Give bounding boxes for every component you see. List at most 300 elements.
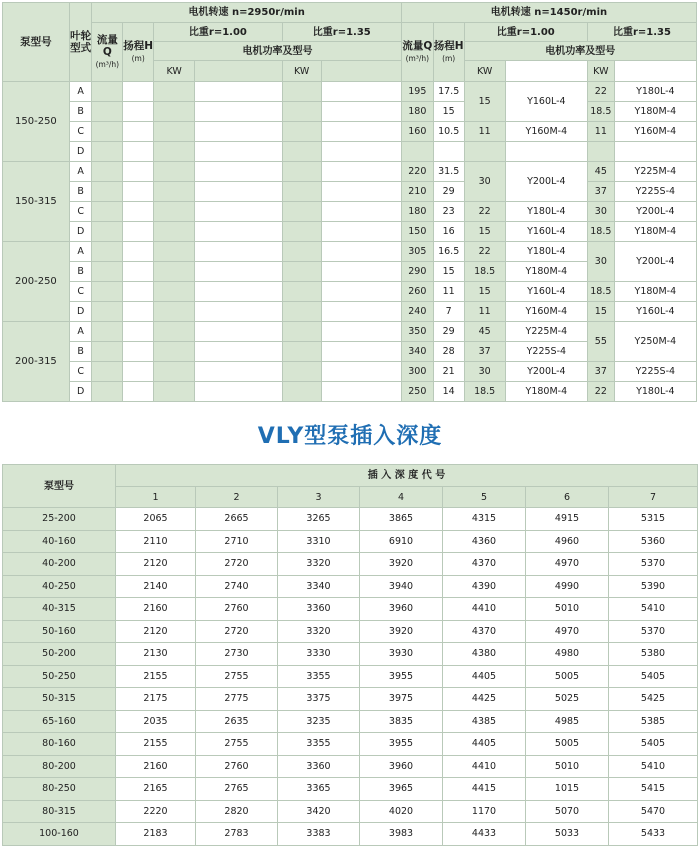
motor-model-cell-2950 — [195, 222, 282, 242]
head-header-right: 扬程H (m) — [433, 23, 464, 82]
sg-100-left: 比重r=1.00 — [154, 23, 283, 42]
kw-cell-2950 — [282, 302, 321, 322]
kw-header: KW — [587, 61, 614, 82]
head-cell-2950 — [123, 202, 154, 222]
depth-value-cell: 3340 — [278, 575, 360, 598]
motor-model-cell-2950 — [321, 182, 401, 202]
motor-model-cell-2950 — [321, 162, 401, 182]
flow-cell: 195 — [401, 82, 433, 102]
table-row — [3, 710, 698, 733]
depth-value-cell: 6910 — [360, 530, 443, 553]
depth-value-cell: 2720 — [196, 553, 278, 576]
head-header-left: 扬程H (m) — [123, 23, 154, 82]
kw-cell-2950 — [282, 182, 321, 202]
kw-cell: 30 — [464, 362, 505, 382]
motor-model-cell: Y180L-4 — [505, 242, 587, 262]
motor-model-cell-2950 — [195, 362, 282, 382]
depth-value-cell: 3310 — [278, 530, 360, 553]
depth-value-cell: 3360 — [278, 755, 360, 778]
depth-value-cell: 4360 — [443, 530, 526, 553]
flow-cell: 260 — [401, 282, 433, 302]
motor-model-cell: Y180M-4 — [505, 382, 587, 402]
depth-value-cell: 2665 — [196, 508, 278, 531]
motor-model-cell-2950 — [321, 382, 401, 402]
kw-cell: 11 — [464, 122, 505, 142]
motor-model-cell-2950 — [195, 382, 282, 402]
motor-model-cell-2950 — [321, 262, 401, 282]
kw-cell-2950 — [154, 122, 195, 142]
kw-cell: 11 — [464, 302, 505, 322]
flow-cell-2950 — [92, 322, 123, 342]
depth-value-cell: 2730 — [196, 643, 278, 666]
head-cell-2950 — [123, 142, 154, 162]
depth-value-cell: 2740 — [196, 575, 278, 598]
impeller-type-cell: D — [69, 302, 92, 322]
kw-cell: 45 — [464, 322, 505, 342]
depth-value-cell: 2160 — [116, 755, 196, 778]
head-cell-2950 — [123, 342, 154, 362]
pump-model-cell: 50-160 — [3, 620, 116, 643]
flow-cell: 180 — [401, 102, 433, 122]
kw-cell-2950 — [154, 222, 195, 242]
kw-cell-2950 — [282, 222, 321, 242]
pump-model-cell: 150-250 — [3, 82, 70, 162]
depth-value-cell: 2140 — [116, 575, 196, 598]
depth-value-cell: 4020 — [360, 800, 443, 823]
depth-value-cell: 2755 — [196, 733, 278, 756]
model-header-blank — [195, 61, 282, 82]
depth-value-cell: 3320 — [278, 620, 360, 643]
table-row — [3, 222, 697, 242]
impeller-type-cell: A — [69, 162, 92, 182]
motor-model-cell: Y200L-4 — [614, 242, 696, 282]
table-row — [3, 755, 698, 778]
depth-value-cell: 2155 — [116, 733, 196, 756]
flow-cell: 250 — [401, 382, 433, 402]
motor-model-cell-2950 — [195, 102, 282, 122]
motor-model-cell-2950 — [321, 102, 401, 122]
motor-model-cell-2950 — [321, 82, 401, 102]
kw-cell-2950 — [282, 162, 321, 182]
motor-model-cell-2950 — [195, 302, 282, 322]
sg-100-right: 比重r=1.00 — [464, 23, 587, 42]
flow-cell: 290 — [401, 262, 433, 282]
depth-code-cell: 3 — [278, 487, 360, 508]
motor-model-cell: Y160L-4 — [505, 82, 587, 122]
depth-value-cell: 2035 — [116, 710, 196, 733]
depth-value-cell: 2755 — [196, 665, 278, 688]
depth-code-cell: 1 — [116, 487, 196, 508]
head-cell: 31.5 — [433, 162, 464, 182]
flow-cell-2950 — [92, 362, 123, 382]
flow-cell: 160 — [401, 122, 433, 142]
kw-cell: 30 — [587, 242, 614, 282]
depth-value-cell: 4990 — [526, 575, 609, 598]
kw-cell: 30 — [587, 202, 614, 222]
depth-value-cell: 5033 — [526, 823, 609, 846]
head-cell-2950 — [123, 122, 154, 142]
motor-model-cell: Y225S-4 — [614, 182, 696, 202]
table-row — [3, 302, 697, 322]
motor-model-cell-2950 — [321, 322, 401, 342]
head-cell-2950 — [123, 302, 154, 322]
depth-value-cell: 4425 — [443, 688, 526, 711]
flow-cell: 180 — [401, 202, 433, 222]
pump-model-cell: 150-315 — [3, 162, 70, 242]
depth-value-cell: 3965 — [360, 778, 443, 801]
motor-model-cell-2950 — [195, 122, 282, 142]
pump-model-cell: 200-250 — [3, 242, 70, 322]
kw-header: KW — [282, 61, 321, 82]
depth-value-cell: 3955 — [360, 733, 443, 756]
head-cell-2950 — [123, 282, 154, 302]
kw-cell-2950 — [154, 302, 195, 322]
model-header-blank — [321, 61, 401, 82]
depth-value-cell: 4405 — [443, 665, 526, 688]
depth-value-cell: 3865 — [360, 508, 443, 531]
kw-cell: 18.5 — [587, 222, 614, 242]
depth-value-cell: 3355 — [278, 733, 360, 756]
impeller-type-header: 叶轮型式 — [69, 3, 92, 82]
motor-model-cell: Y180M-4 — [614, 222, 696, 242]
depth-value-cell: 2065 — [116, 508, 196, 531]
kw-cell-2950 — [282, 382, 321, 402]
flow-cell-2950 — [92, 382, 123, 402]
head-cell: 23 — [433, 202, 464, 222]
kw-cell — [464, 142, 505, 162]
kw-cell-2950 — [282, 322, 321, 342]
depth-value-cell: 2130 — [116, 643, 196, 666]
depth-value-cell: 5415 — [609, 778, 698, 801]
flow-cell-2950 — [92, 282, 123, 302]
depth-value-cell: 3940 — [360, 575, 443, 598]
table-row — [3, 575, 698, 598]
kw-cell-2950 — [154, 202, 195, 222]
motor-model-cell: Y160M-4 — [505, 302, 587, 322]
flow-cell-2950 — [92, 142, 123, 162]
kw-cell-2950 — [154, 282, 195, 302]
flow-cell — [401, 142, 433, 162]
depth-value-cell: 5433 — [609, 823, 698, 846]
depth-value-cell: 4385 — [443, 710, 526, 733]
impeller-type-cell: C — [69, 122, 92, 142]
kw-cell — [587, 142, 614, 162]
kw-cell-2950 — [282, 242, 321, 262]
head-cell-2950 — [123, 182, 154, 202]
depth-value-cell: 3960 — [360, 755, 443, 778]
motor-model-cell-2950 — [195, 202, 282, 222]
head-cell: 29 — [433, 182, 464, 202]
kw-cell-2950 — [154, 242, 195, 262]
depth-value-cell: 4405 — [443, 733, 526, 756]
pump-model-cell: 80-315 — [3, 800, 116, 823]
pump-model-cell: 50-250 — [3, 665, 116, 688]
depth-value-cell: 2775 — [196, 688, 278, 711]
kw-cell-2950 — [154, 382, 195, 402]
depth-value-cell: 5405 — [609, 733, 698, 756]
table-row — [3, 778, 698, 801]
motor-model-cell: Y180L-4 — [614, 382, 696, 402]
motor-model-cell-2950 — [195, 182, 282, 202]
depth-value-cell: 3235 — [278, 710, 360, 733]
kw-cell-2950 — [154, 162, 195, 182]
motor-model-cell-2950 — [321, 242, 401, 262]
head-cell: 11 — [433, 282, 464, 302]
motor-model-cell-2950 — [321, 342, 401, 362]
motor-model-cell: Y160M-4 — [505, 122, 587, 142]
depth-value-cell: 3355 — [278, 665, 360, 688]
table-row — [3, 553, 698, 576]
motor-model-cell: Y250M-4 — [614, 322, 696, 362]
pump-model-cell: 200-315 — [3, 322, 70, 402]
motor-model-cell-2950 — [195, 262, 282, 282]
depth-value-cell: 5370 — [609, 553, 698, 576]
pump-model-cell: 40-315 — [3, 598, 116, 621]
pump-model-cell: 50-315 — [3, 688, 116, 711]
depth-value-cell: 4370 — [443, 620, 526, 643]
flow-cell-2950 — [92, 182, 123, 202]
table-row — [3, 665, 698, 688]
table-row — [3, 182, 697, 202]
depth-value-cell: 3955 — [360, 665, 443, 688]
kw-cell: 11 — [587, 122, 614, 142]
table-row — [3, 322, 697, 342]
depth-value-cell: 3383 — [278, 823, 360, 846]
motor-model-cell: Y180M-4 — [614, 102, 696, 122]
flow-cell: 240 — [401, 302, 433, 322]
pump-model-cell: 100-160 — [3, 823, 116, 846]
motor-model-cell-2950 — [321, 202, 401, 222]
depth-value-cell: 5070 — [526, 800, 609, 823]
depth-value-cell: 3960 — [360, 598, 443, 621]
table-row — [3, 382, 697, 402]
head-cell: 10.5 — [433, 122, 464, 142]
depth-value-cell: 3975 — [360, 688, 443, 711]
depth-value-cell: 5005 — [526, 733, 609, 756]
depth-value-cell: 5380 — [609, 643, 698, 666]
flow-cell-2950 — [92, 262, 123, 282]
kw-cell-2950 — [154, 102, 195, 122]
motor-model-cell-2950 — [321, 222, 401, 242]
kw-cell-2950 — [282, 342, 321, 362]
depth-value-cell: 2220 — [116, 800, 196, 823]
depth-code-cell: 4 — [360, 487, 443, 508]
kw-cell: 22 — [464, 202, 505, 222]
depth-value-cell: 4985 — [526, 710, 609, 733]
motor-model-cell: Y200L-4 — [614, 202, 696, 222]
depth-value-cell: 3330 — [278, 643, 360, 666]
pump-model-cell: 80-160 — [3, 733, 116, 756]
motor-model-cell-2950 — [195, 322, 282, 342]
pump-model-cell: 80-200 — [3, 755, 116, 778]
depth-value-cell: 4915 — [526, 508, 609, 531]
impeller-type-cell: B — [69, 182, 92, 202]
depth-value-cell: 4970 — [526, 553, 609, 576]
table-row — [3, 800, 698, 823]
depth-code-cell: 6 — [526, 487, 609, 508]
kw-cell: 18.5 — [587, 102, 614, 122]
kw-cell: 55 — [587, 322, 614, 362]
pump-model-cell: 40-160 — [3, 530, 116, 553]
impeller-type-cell: D — [69, 222, 92, 242]
depth-value-cell: 4390 — [443, 575, 526, 598]
depth-value-cell: 3375 — [278, 688, 360, 711]
table-row — [3, 688, 698, 711]
impeller-type-cell: A — [69, 242, 92, 262]
flow-cell: 210 — [401, 182, 433, 202]
kw-cell: 45 — [587, 162, 614, 182]
table-row — [3, 82, 697, 102]
depth-value-cell: 5390 — [609, 575, 698, 598]
pump-model-cell: 25-200 — [3, 508, 116, 531]
motor-model-cell-2950 — [321, 142, 401, 162]
head-cell-2950 — [123, 102, 154, 122]
table-row — [3, 242, 697, 262]
kw-cell-2950 — [154, 362, 195, 382]
pump-model-header: 泵型号 — [3, 465, 116, 508]
sg-135-left: 比重r=1.35 — [282, 23, 401, 42]
depth-value-cell: 2165 — [116, 778, 196, 801]
kw-header: KW — [464, 61, 505, 82]
depth-value-cell: 2155 — [116, 665, 196, 688]
flow-cell-2950 — [92, 222, 123, 242]
head-cell-2950 — [123, 82, 154, 102]
table-row — [3, 362, 697, 382]
depth-value-cell: 2765 — [196, 778, 278, 801]
motor-model-cell: Y160L-4 — [505, 282, 587, 302]
depth-value-cell: 5315 — [609, 508, 698, 531]
motor-model-cell: Y225S-4 — [614, 362, 696, 382]
kw-cell-2950 — [154, 322, 195, 342]
flow-cell: 340 — [401, 342, 433, 362]
depth-value-cell: 3930 — [360, 643, 443, 666]
pump-model-cell: 50-200 — [3, 643, 116, 666]
depth-value-cell: 3983 — [360, 823, 443, 846]
depth-value-cell: 3920 — [360, 620, 443, 643]
depth-value-cell: 5385 — [609, 710, 698, 733]
model-header-blank — [614, 61, 696, 82]
depth-value-cell: 3420 — [278, 800, 360, 823]
kw-cell: 37 — [464, 342, 505, 362]
motor-model-cell-2950 — [321, 282, 401, 302]
motor-model-cell-2950 — [195, 242, 282, 262]
kw-cell: 30 — [464, 162, 505, 202]
flow-cell: 305 — [401, 242, 433, 262]
kw-cell: 22 — [587, 82, 614, 102]
impeller-type-cell: C — [69, 282, 92, 302]
impeller-type-cell: B — [69, 262, 92, 282]
depth-value-cell: 4980 — [526, 643, 609, 666]
table-row — [3, 530, 698, 553]
head-cell: 7 — [433, 302, 464, 322]
table-row — [3, 282, 697, 302]
depth-value-cell: 2175 — [116, 688, 196, 711]
depth-value-cell: 3320 — [278, 553, 360, 576]
depth-value-cell: 3265 — [278, 508, 360, 531]
flow-header-right: 流量Q (m³/h) — [401, 23, 433, 82]
head-cell — [433, 142, 464, 162]
table-row — [3, 620, 698, 643]
motor-model-cell: Y180L-4 — [614, 82, 696, 102]
section-title: VLY型泵插入深度 — [257, 424, 443, 449]
kw-cell: 18.5 — [464, 382, 505, 402]
flow-cell: 150 — [401, 222, 433, 242]
kw-cell-2950 — [282, 282, 321, 302]
motor-model-cell: Y160L-4 — [505, 222, 587, 242]
insertion-depth-table — [2, 464, 698, 846]
depth-value-cell: 2183 — [116, 823, 196, 846]
motor-model-cell-2950 — [195, 142, 282, 162]
impeller-type-cell: A — [69, 322, 92, 342]
kw-cell-2950 — [282, 202, 321, 222]
head-cell-2950 — [123, 242, 154, 262]
kw-cell: 22 — [587, 382, 614, 402]
head-cell-2950 — [123, 382, 154, 402]
kw-cell-2950 — [154, 182, 195, 202]
head-cell: 17.5 — [433, 82, 464, 102]
flow-cell-2950 — [92, 302, 123, 322]
motor-model-cell: Y160L-4 — [614, 302, 696, 322]
pump-model-cell: 80-250 — [3, 778, 116, 801]
motor-model-cell: Y225S-4 — [505, 342, 587, 362]
depth-value-cell: 4960 — [526, 530, 609, 553]
depth-value-cell: 2783 — [196, 823, 278, 846]
flow-header-left: 流量Q (m³/h) — [92, 23, 123, 82]
table-row — [3, 598, 698, 621]
head-cell-2950 — [123, 362, 154, 382]
impeller-type-cell: B — [69, 102, 92, 122]
head-cell-2950 — [123, 322, 154, 342]
depth-value-cell: 5010 — [526, 598, 609, 621]
motor-power-model-right: 电机功率及型号 — [464, 42, 696, 61]
motor-model-cell — [505, 142, 587, 162]
motor-model-cell: Y225M-4 — [614, 162, 696, 182]
depth-value-cell: 1015 — [526, 778, 609, 801]
depth-value-cell: 2635 — [196, 710, 278, 733]
head-cell: 15 — [433, 262, 464, 282]
flow-cell-2950 — [92, 122, 123, 142]
depth-value-cell: 4370 — [443, 553, 526, 576]
impeller-type-cell: A — [69, 82, 92, 102]
depth-value-cell: 5370 — [609, 620, 698, 643]
depth-value-cell: 5005 — [526, 665, 609, 688]
kw-header: KW — [154, 61, 195, 82]
flow-cell-2950 — [92, 202, 123, 222]
motor-model-cell-2950 — [321, 122, 401, 142]
head-cell: 21 — [433, 362, 464, 382]
depth-value-cell: 4315 — [443, 508, 526, 531]
flow-cell: 300 — [401, 362, 433, 382]
head-cell-2950 — [123, 222, 154, 242]
pump-model-cell: 65-160 — [3, 710, 116, 733]
depth-value-cell: 4970 — [526, 620, 609, 643]
motor-model-cell-2950 — [195, 82, 282, 102]
depth-value-cell: 5410 — [609, 755, 698, 778]
kw-cell: 15 — [464, 222, 505, 242]
kw-cell: 37 — [587, 362, 614, 382]
depth-value-cell: 5470 — [609, 800, 698, 823]
motor-spec-table — [2, 2, 697, 402]
head-cell: 15 — [433, 102, 464, 122]
table-row — [3, 823, 698, 846]
depth-value-cell: 2120 — [116, 553, 196, 576]
depth-value-cell: 5025 — [526, 688, 609, 711]
depth-value-cell: 5010 — [526, 755, 609, 778]
impeller-type-cell: D — [69, 382, 92, 402]
motor-model-cell: Y200L-4 — [505, 362, 587, 382]
kw-cell: 15 — [464, 82, 505, 122]
depth-value-cell: 3360 — [278, 598, 360, 621]
